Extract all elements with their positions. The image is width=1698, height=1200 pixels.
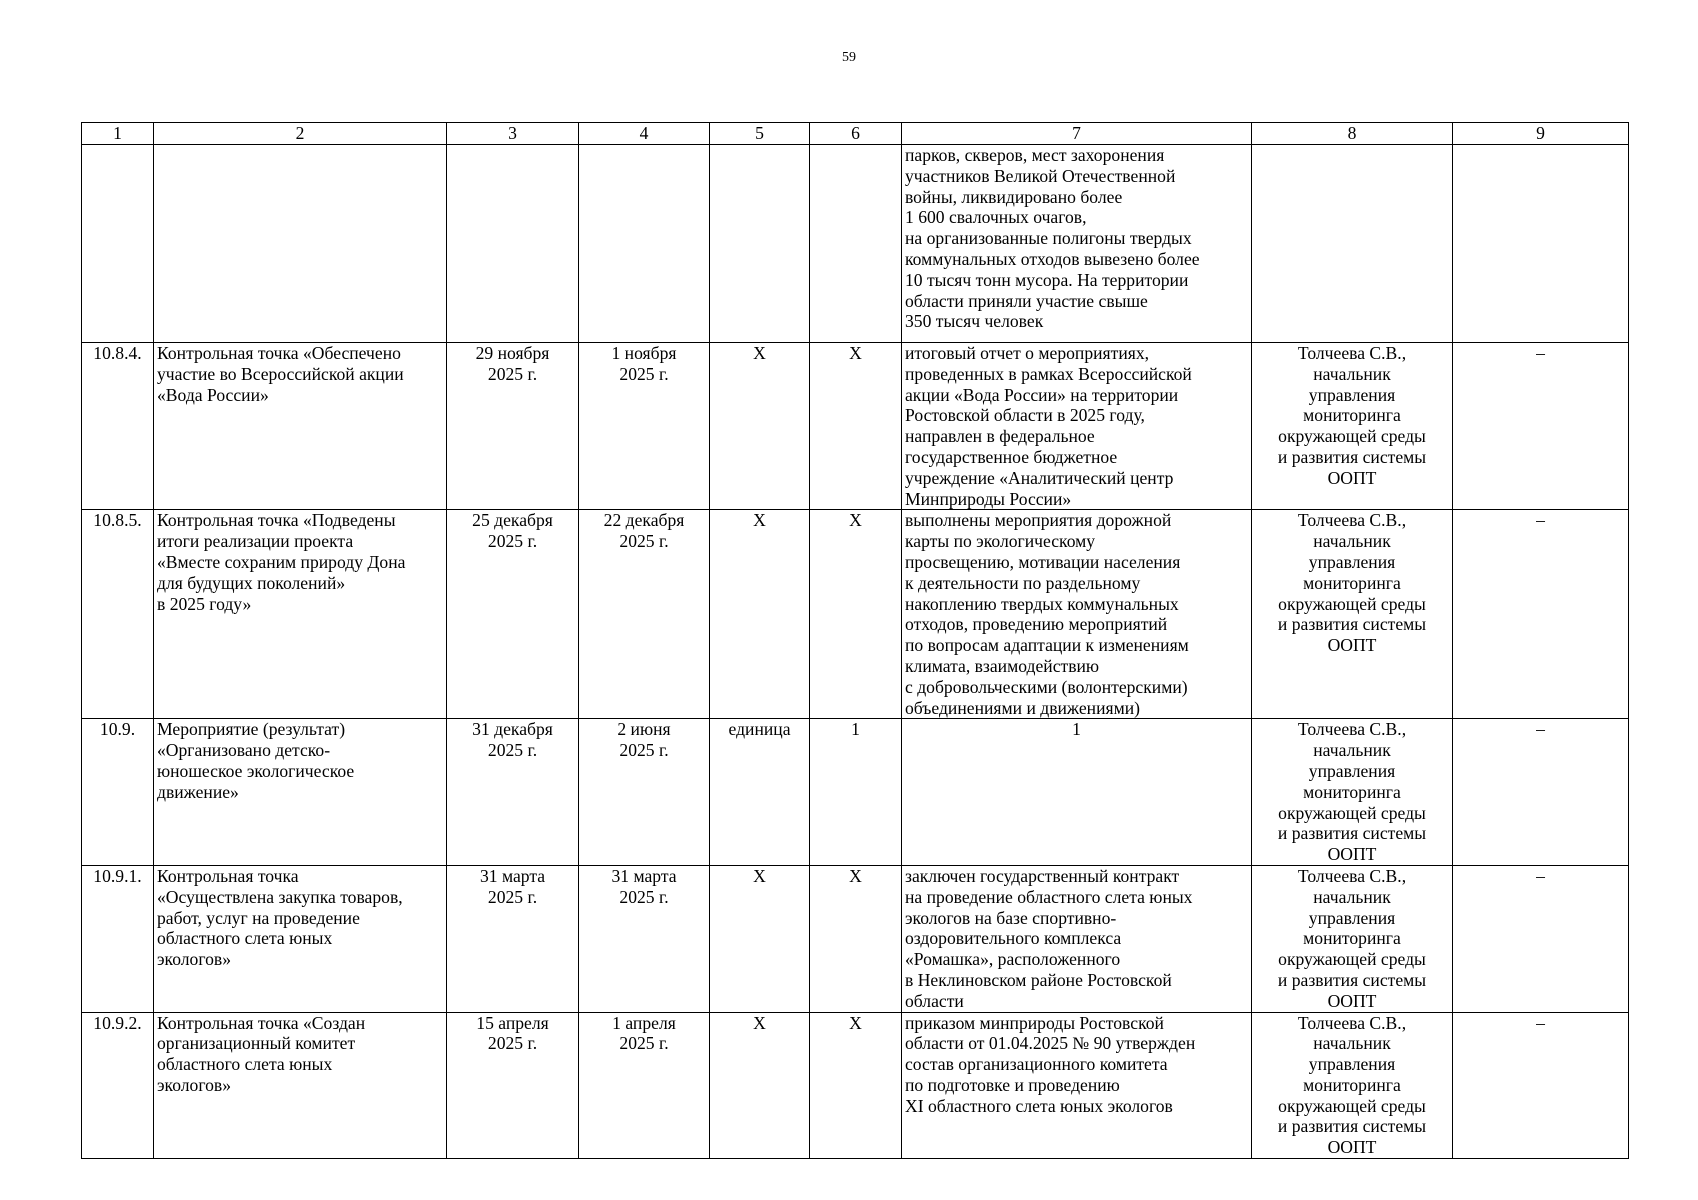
column-header: 2 (154, 123, 447, 145)
unit: X (710, 865, 810, 1012)
note: – (1453, 510, 1629, 719)
column-header: 5 (710, 123, 810, 145)
column-header: 1 (82, 123, 154, 145)
responsible: Толчеева С.В., начальник управления мониторинга окружающей среды и развития системы ООПТ (1252, 1012, 1453, 1159)
report-table (81, 122, 1629, 1159)
unit (710, 145, 810, 343)
actual-date: 1 ноября 2025 г. (579, 343, 710, 510)
note: – (1453, 865, 1629, 1012)
planned-date: 31 марта 2025 г. (447, 865, 579, 1012)
row-number: 10.8.4. (82, 343, 154, 510)
planned-date: 15 апреля 2025 г. (447, 1012, 579, 1159)
result-text: парков, скверов, мест захоронения участников Великой Отечественной войны, ликвидировано более 1 600 свалочных очагов, на организованные полигоны твердых коммунальных отходов вывезено более 10 тысяч тонн мусора. На территории области приняли участие свыше 350 тысяч человек (902, 145, 1252, 343)
row-number (82, 145, 154, 343)
value: X (810, 510, 902, 719)
responsible (1252, 145, 1453, 343)
planned-date: 31 декабря 2025 г. (447, 719, 579, 866)
value: 1 (810, 719, 902, 866)
actual-date: 1 апреля 2025 г. (579, 1012, 710, 1159)
column-header: 3 (447, 123, 579, 145)
unit: X (710, 510, 810, 719)
column-header: 7 (902, 123, 1252, 145)
table-row (82, 719, 1629, 866)
unit: единица (710, 719, 810, 866)
planned-date: 25 декабря 2025 г. (447, 510, 579, 719)
value: X (810, 1012, 902, 1159)
unit: X (710, 343, 810, 510)
event-name: Контрольная точка «Обеспечено участие во Всероссийской акции «Вода России» (154, 343, 447, 510)
event-name (154, 145, 447, 343)
row-number: 10.8.5. (82, 510, 154, 719)
note: – (1453, 343, 1629, 510)
responsible: Толчеева С.В., начальник управления мониторинга окружающей среды и развития системы ООПТ (1252, 719, 1453, 866)
table-row (82, 343, 1629, 510)
table-row (82, 145, 1629, 343)
value (810, 145, 902, 343)
event-name: Мероприятие (результат) «Организовано детско- юношеское экологическое движение» (154, 719, 447, 866)
table-row (82, 1012, 1629, 1159)
responsible: Толчеева С.В., начальник управления мониторинга окружающей среды и развития системы ООПТ (1252, 865, 1453, 1012)
note (1453, 145, 1629, 343)
page-number: 59 (842, 50, 856, 65)
planned-date (447, 145, 579, 343)
responsible: Толчеева С.В., начальник управления мониторинга окружающей среды и развития системы ООПТ (1252, 343, 1453, 510)
actual-date: 31 марта 2025 г. (579, 865, 710, 1012)
header-row (82, 123, 1629, 145)
result-text: 1 (902, 719, 1252, 866)
row-number: 10.9.1. (82, 865, 154, 1012)
column-header: 8 (1252, 123, 1453, 145)
result-text: заключен государственный контракт на проведение областного слета юных экологов на базе спортивно- оздоровительного комплекса «Ромашка», расположенного в Неклиновском районе Ростовской области (902, 865, 1252, 1012)
table-row (82, 510, 1629, 719)
planned-date: 29 ноября 2025 г. (447, 343, 579, 510)
note: – (1453, 719, 1629, 866)
note: – (1453, 1012, 1629, 1159)
column-header: 4 (579, 123, 710, 145)
column-header: 9 (1453, 123, 1629, 145)
actual-date: 22 декабря 2025 г. (579, 510, 710, 719)
value: X (810, 865, 902, 1012)
event-name: Контрольная точка «Осуществлена закупка товаров, работ, услуг на проведение областного слета юных экологов» (154, 865, 447, 1012)
event-name: Контрольная точка «Подведены итоги реализации проекта «Вместе сохраним природу Дона для будущих поколений» в 2025 году» (154, 510, 447, 719)
actual-date (579, 145, 710, 343)
event-name: Контрольная точка «Создан организационный комитет областного слета юных экологов» (154, 1012, 447, 1159)
result-text: итоговый отчет о мероприятиях, проведенных в рамках Всероссийской акции «Вода России» на территории Ростовской области в 2025 году, направлен в федеральное государственное бюджетное учреждение «Аналитический центр Минприроды России» (902, 343, 1252, 510)
table-row (82, 865, 1629, 1012)
row-number: 10.9. (82, 719, 154, 866)
responsible: Толчеева С.В., начальник управления мониторинга окружающей среды и развития системы ООПТ (1252, 510, 1453, 719)
value: X (810, 343, 902, 510)
actual-date: 2 июня 2025 г. (579, 719, 710, 866)
unit: X (710, 1012, 810, 1159)
column-header: 6 (810, 123, 902, 145)
result-text: приказом минприроды Ростовской области от 01.04.2025 № 90 утвержден состав организационного комитета по подготовке и проведению XI областного слета юных экологов (902, 1012, 1252, 1159)
row-number: 10.9.2. (82, 1012, 154, 1159)
result-text: выполнены мероприятия дорожной карты по экологическому просвещению, мотивации населения к деятельности по раздельному накоплению твердых коммунальных отходов, проведению мероприятий по вопросам адаптации к изменениям климата, взаимодействию с добровольческими (волонтерскими) объединениями и движениями) (902, 510, 1252, 719)
